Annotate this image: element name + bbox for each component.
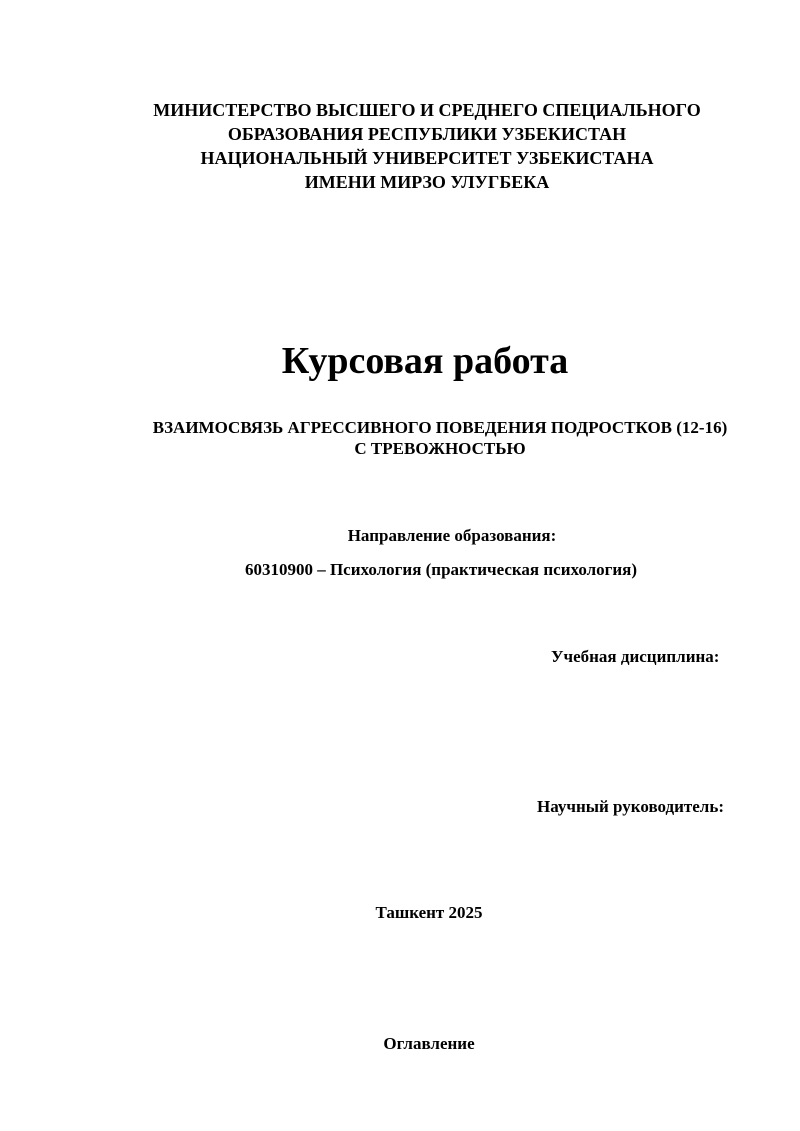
discipline-label: Учебная дисциплина: (551, 647, 720, 666)
supervisor-label: Научный руководитель: (537, 797, 724, 816)
institution-header-line: НАЦИОНАЛЬНЫЙ УНИВЕРСИТЕТ УЗБЕКИСТАНА (200, 148, 654, 168)
institution-header-line: ИМЕНИ МИРЗО УЛУГБЕКА (304, 172, 550, 192)
city-year: Ташкент 2025 (375, 903, 483, 922)
direction-value: 60310900 – Психология (практическая психология) (244, 560, 638, 579)
document-title: Курсовая работа (281, 340, 569, 382)
work-topic-line: С ТРЕВОЖНОСТЬЮ (354, 439, 526, 458)
work-topic (0, 417, 800, 459)
institution-header (0, 98, 800, 194)
direction-label: Направление образования: (347, 526, 557, 545)
toc-heading: Оглавление (383, 1034, 475, 1053)
institution-header-line: МИНИСТЕРСТВО ВЫСШЕГО И СРЕДНЕГО СПЕЦИАЛЬНОГО (153, 100, 701, 120)
work-topic-line: ВЗАИМОСВЯЗЬ АГРЕССИВНОГО ПОВЕДЕНИЯ ПОДРОСТКОВ (12-16) (152, 418, 728, 437)
institution-header-line: ОБРАЗОВАНИЯ РЕСПУБЛИКИ УЗБЕКИСТАН (227, 124, 627, 144)
